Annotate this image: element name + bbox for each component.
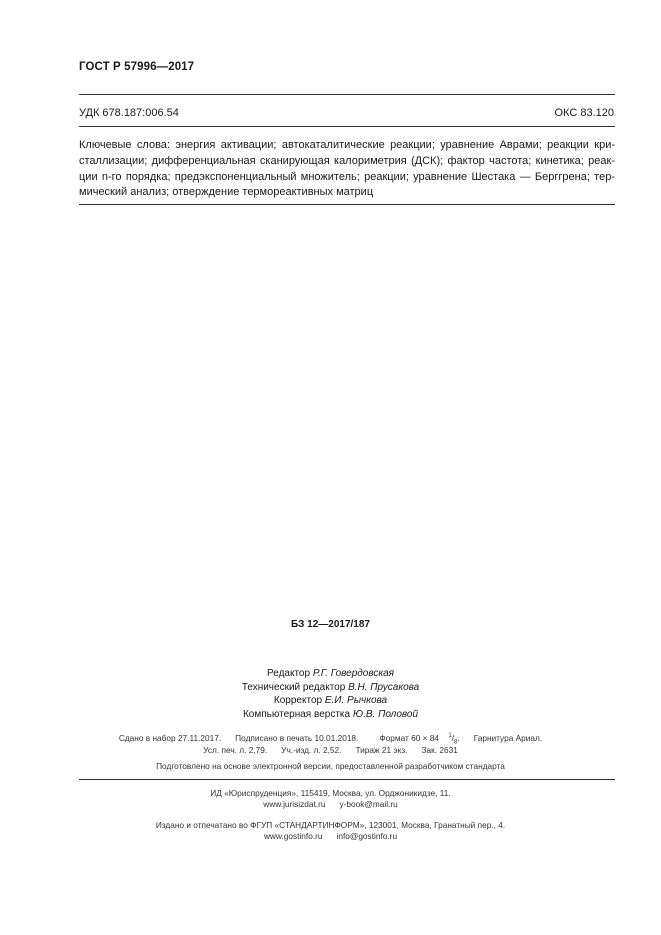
bz-number: БЗ 12—2017/187: [291, 619, 370, 630]
editor-credit: Редактор Р.Г. Говердовская: [267, 668, 394, 679]
divider-imprint: [79, 779, 615, 780]
udk-code: УДК 678.187:006.54: [79, 107, 179, 119]
keywords-line: ции n-го порядка; предэкспоненциальный множитель; реакции; уравнение Шестака — Берггрена; тер-: [79, 170, 615, 183]
publisher-email-link[interactable]: y-book@mail.ru: [339, 799, 398, 809]
document-standard-number: ГОСТ Р 57996—2017: [79, 61, 195, 73]
keywords-line: сталлизации; дифференциальная сканирующая калориметрия (ДСК); фактор частота; кинетика; реак-: [79, 154, 615, 167]
divider-classification: [79, 126, 615, 127]
keywords-line: Ключевые слова: энергия активации; автокаталитические реакции; уравнение Аврами; реакции кри-: [79, 139, 615, 151]
printer-email-link[interactable]: info@gostinfo.ru: [336, 831, 398, 841]
tech-editor-credit: Технический редактор В.Н. Прусакова: [241, 681, 420, 693]
printer-line: Издано и отпечатано во ФГУП «СТАНДАРТИНФОРМ», 123001, Москва, Гранатный пер., 4.: [155, 820, 506, 830]
divider-top: [79, 94, 615, 95]
publisher-line: ИД «Юриспруденция», 115419, Москва, ул. Орджоникидзе, 11.: [210, 788, 451, 798]
publisher-contacts: [0, 799, 661, 809]
corrector-credit: Корректор Е.И. Рычкова: [273, 695, 388, 706]
printer-contacts: [0, 831, 661, 841]
divider-keywords: [79, 204, 615, 205]
keywords-block: [79, 138, 615, 201]
publisher-site-link[interactable]: www.jurisizdat.ru: [263, 799, 326, 809]
electronic-version-note: Подготовлено на основе электронной версии, предоставленной разработчиком стандарта: [156, 761, 505, 771]
layout-credit: Компьютерная верстка Ю.В. Половой: [242, 708, 419, 720]
printer-site-link[interactable]: www.gostinfo.ru: [263, 831, 323, 841]
keywords-line: мический анализ; отверждение термореактивных матриц: [79, 186, 374, 199]
staff-credits: [0, 667, 661, 721]
oks-code: ОКС 83.120: [554, 107, 614, 119]
imprint-line-1: Сдано в набор 27.11.2017. Подписано в печать 10.01.2018. Формат 60 × 84 $^1/_8$. Гарнитура Ариал.: [118, 733, 543, 746]
imprint-line-2: Усл. печ. л. 2,79. Уч.-изд. л. 2,52. Тираж 21 экз. Зак. 2631: [203, 745, 458, 755]
